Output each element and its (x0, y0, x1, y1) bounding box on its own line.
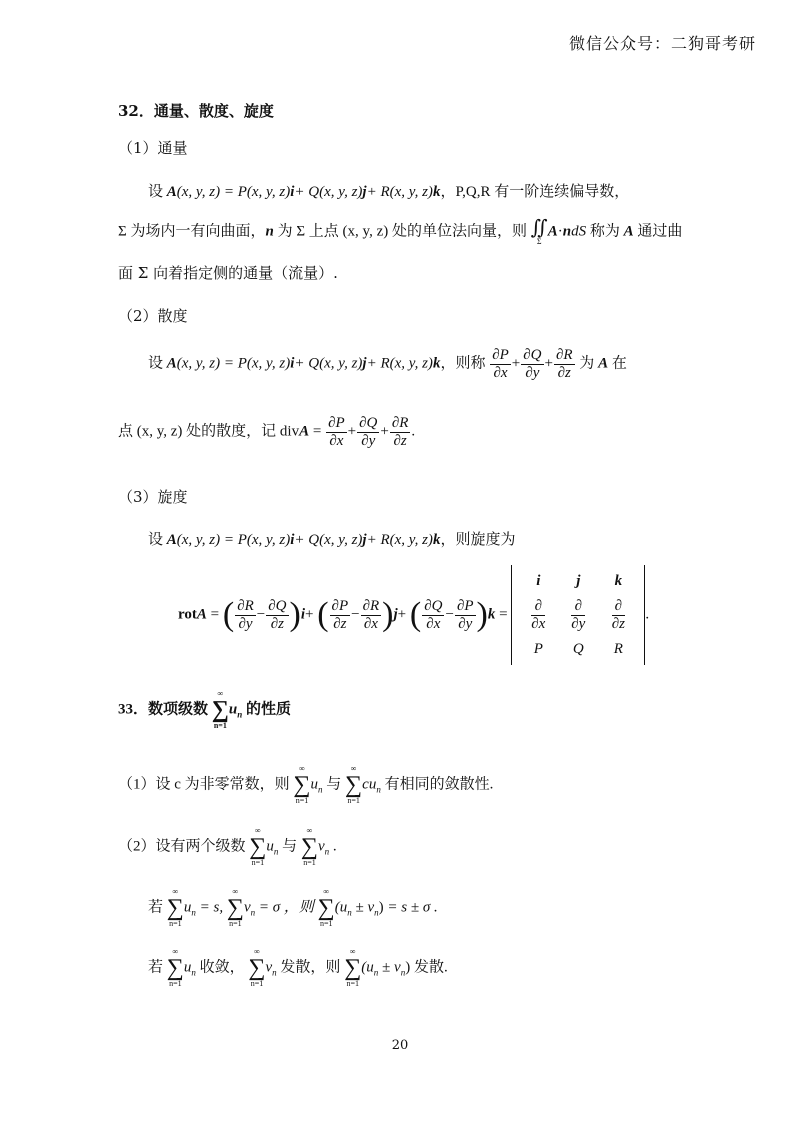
section-33-title: 33．数项级数 ∞ ∑ n=1 $u_n$ 的性质 (118, 689, 291, 730)
property-2-rule-1: 若 ∞ ∑ n=1 $u_n = s$, ∞ ∑ n=1 $v_n = \sigma$ ，则 ∞ ∑ n=1 $(u_n \pm v_n) = s \pm \sigma$ . (148, 887, 438, 928)
page-number: 20 (391, 1038, 409, 1053)
rot-line-1: 设 A(x, y, z) = P(x, y, z)i+ Q(x, y, z)j+ R(x, y, z)k，则旋度为 (148, 532, 516, 548)
page-header: 微信公众号：二狗哥考研 (568, 34, 756, 53)
section-32-title: 32．通量、散度、旋度 (118, 102, 274, 120)
property-1: （1）设 c 为非零常数，则 ∞ ∑ n=1 $u_n$ 与 ∞ ∑ n=1 $cu_n$ 有相同的敛散性. (118, 764, 494, 805)
div-line-2: 点 (x, y, z) 处的散度，记 divA = $\frac{\partial P}{\partial x}$ + $\frac{\partial Q}{\partial y}$ + $\frac{\partial R}{\partial z}$ . (118, 415, 416, 449)
flux-line-3: 面 Σ 向着指定侧的通量（流量）. (118, 264, 338, 282)
flux-heading: （1）通量 (118, 139, 188, 157)
flux-line-2: Σ 为场内一有向曲面，n 为 Σ 上点 (x, y, z) 处的单位法向量，则 ∬ Σ A·ndS 称为 A 通过曲 (118, 217, 683, 246)
rot-heading: （3）旋度 (118, 488, 188, 506)
div-heading: （2）散度 (118, 307, 188, 325)
flux-line-1: 设 A(x, y, z) = P(x, y, z)i+ Q(x, y, z)j+ R(x, y, z)k，P,Q,R 有一阶连续偏导数， (148, 184, 630, 200)
div-line-1: 设 A(x, y, z) = P(x, y, z)i+ Q(x, y, z)j+ R(x, y, z)k，则称 $\frac{\partial P}{\partial x}$ + $\frac{\partial Q}{\partial y}$ + $\frac{\partial R}{\partial z}$ 为 A 在 (148, 347, 627, 381)
surface-integral: ∬ Σ (530, 217, 548, 246)
rot-formula: rotA = ( $\frac{\partial R}{\partial y}$ − $\frac{\partial Q}{\partial z}$ )i+ ( $\frac{\partial P}{\partial z}$ − $\frac{\partial R}{\partial x}$ )j+ ( $\frac{\partial Q}{\partial x}$ − $\frac{\partial P}{\partial y}$ )k = i j k $\frac{\partial}{\partial x}$ $\frac{\partial}{\partial y}$ $\frac{\partial}{\partial z}$ P Q R . (178, 565, 649, 665)
property-2-rule-2: 若 ∞ ∑ n=1 $u_n$ 收敛， ∞ ∑ n=1 $v_n$ 发散，则 ∞ ∑ n=1 $(u_n \pm v_n)$ 发散. (148, 947, 448, 988)
property-2: （2）设有两个级数 ∞ ∑ n=1 $u_n$ 与 ∞ ∑ n=1 $v_n$ . (118, 826, 337, 867)
curl-determinant: i j k $\frac{\partial}{\partial x}$ $\frac{\partial}{\partial y}$ $\frac{\partial}{\partial z}$ P Q R (511, 565, 645, 665)
